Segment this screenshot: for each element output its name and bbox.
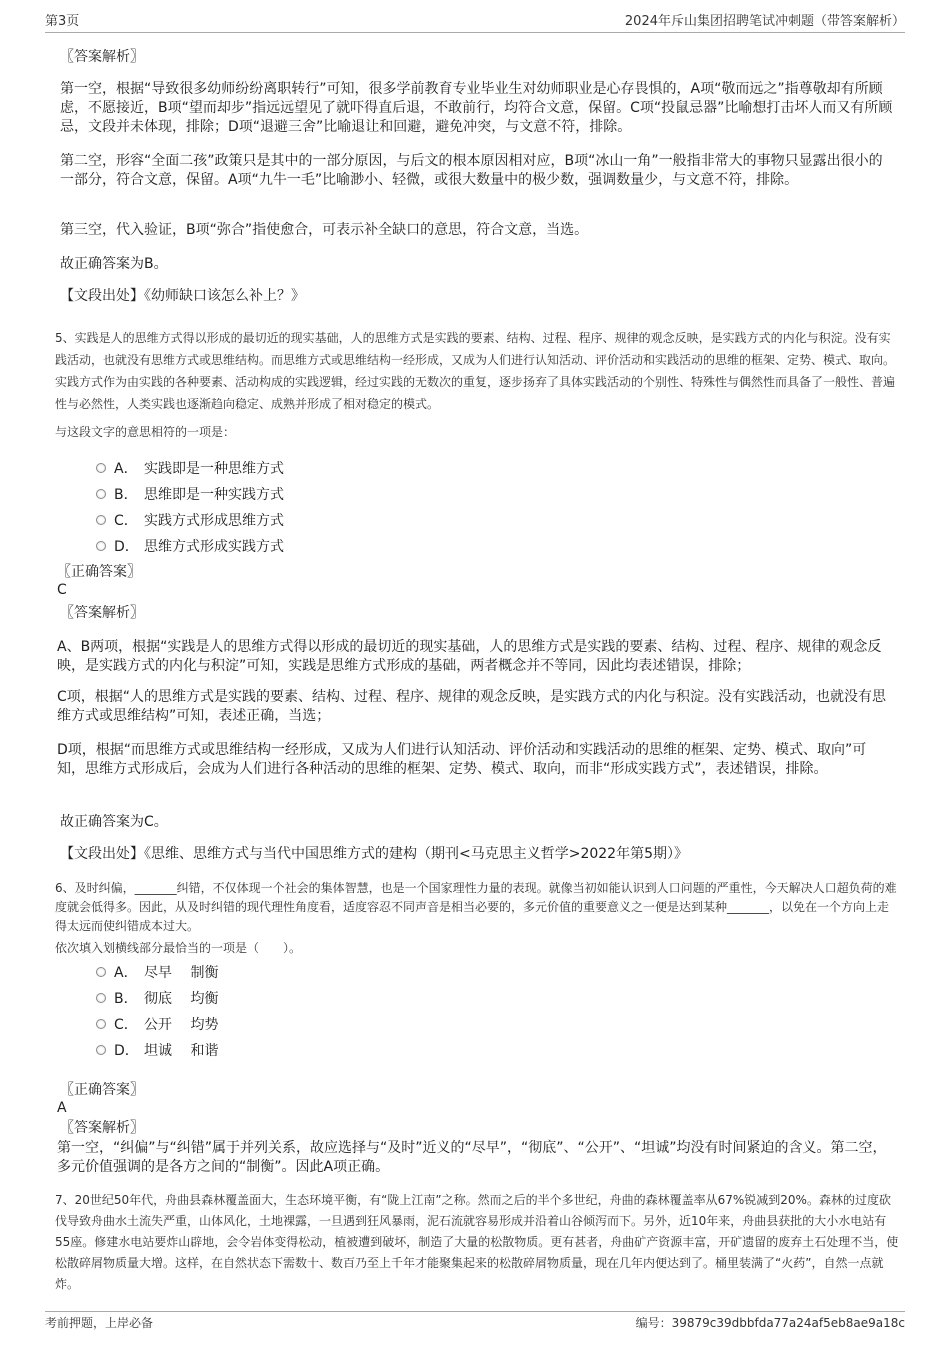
- footer-divider: [45, 1311, 905, 1312]
- option-a[interactable]: [96, 962, 218, 982]
- analysis-label: 〖答案解析〗: [60, 1120, 144, 1136]
- analysis-paragraph: 第二空，形容“全面二孩”政策只是其中的一部分原因，与后文的根本原因相对应，B项“冰山一角”一般指非常大的事物只显露出很小的一部分，符合文意，保留。A项“九牛一毛”比喻渺小、轻微，或很大数量中的极少数，强调数量少，与文意不符，排除。: [60, 153, 883, 188]
- correct-answer-label: 〖正确答案〗: [60, 1082, 144, 1098]
- option-letter: A．: [114, 965, 138, 981]
- analysis-paragraph: C项，根据“人的思维方式是实践的要素、结构、过程、程序、规律的观念反映，是实践方式的内化与积淀。没有实践活动，也就没有思维方式或思维结构”可知，表述正确，当选；: [57, 689, 887, 724]
- radio-icon[interactable]: [96, 515, 106, 525]
- question-5-prompt: 与这段文字的意思相符的一项是：: [55, 425, 236, 439]
- answer-conclusion: 故正确答案为B。: [60, 256, 168, 272]
- radio-icon[interactable]: [96, 993, 106, 1003]
- option-text: 彻底 均衡: [144, 991, 219, 1007]
- source-citation: 【文段出处】《思维、思维方式与当代中国思维方式的建构（期刊<马克思主义哲学>2022年第5期）》: [60, 846, 688, 862]
- question-6-stem: 6、及时纠偏，_______纠错，不仅体现一个社会的集体智慧，也是一个国家理性力量的表现。就像当初如能认识到人口问题的严重性，今天解决人口超负荷的难度就会低得多。因此，从及时纠错的现代理性角度看，适度容忍不同声音是相当必要的，多元价值的重要意义之一便是达到某种_______，以免在一个方向上走得太远而使纠错成本过大。: [55, 881, 897, 933]
- header-divider: [45, 32, 905, 33]
- option-text: 思维方式形成实践方式: [144, 539, 284, 555]
- radio-icon[interactable]: [96, 489, 106, 499]
- question-7-stem: 7、20世纪50年代，舟曲县森林覆盖面大，生态环境平衡，有“陇上江南”之称。然而之后的半个多世纪，舟曲的森林覆盖率从67%锐减到20%。森林的过度砍伐导致舟曲水土流失严重，山体风化，土地裸露，一旦遇到狂风暴雨，泥石流就容易形成并沿着山谷倾泻而下。另外，近10年来，舟曲县获批的大小水电站有55座。修建水电站要炸山辟地，会令岩体变得松动，植被遭到破坏，制造了大量的松散物质。更有甚者，舟曲矿产资源丰富，开矿遗留的废弃土石处理不当，使松散碎屑物质量大增。这样，在自然状态下需数十、数百乃至上千年才能聚集起来的松散碎屑物质量，现在几年内便达到了。桶里装满了“火药”，自然一点就炸。: [55, 1193, 899, 1291]
- option-a[interactable]: [96, 458, 284, 478]
- footer-slogan: 考前押题，上岸必备: [45, 1316, 154, 1330]
- correct-answer: A: [57, 1100, 67, 1116]
- option-d[interactable]: [96, 536, 284, 556]
- option-b[interactable]: [96, 988, 218, 1008]
- option-text: 思维即是一种实践方式: [144, 487, 284, 503]
- correct-answer: C: [57, 582, 67, 598]
- page-number: 第3页: [45, 14, 80, 29]
- analysis-label: 〖答案解析〗: [60, 605, 144, 621]
- option-text: 实践方式形成思维方式: [144, 513, 284, 529]
- analysis-paragraph: 第三空，代入验证，B项“弥合”指使愈合，可表示补全缺口的意思，符合文意，当选。: [60, 222, 589, 238]
- question-6-prompt: 依次填入划横线部分最恰当的一项是（ ）。: [55, 941, 302, 955]
- radio-icon[interactable]: [96, 1045, 106, 1055]
- option-text: 尽早 制衡: [144, 965, 219, 981]
- radio-icon[interactable]: [96, 463, 106, 473]
- document-title: 2024年斥山集团招聘笔试冲刺题（带答案解析）: [624, 14, 905, 29]
- option-letter: A．: [114, 461, 138, 477]
- option-letter: C．: [114, 513, 138, 529]
- option-text: 公开 均势: [144, 1017, 219, 1033]
- option-letter: B．: [114, 487, 138, 503]
- option-c[interactable]: [96, 1014, 218, 1034]
- option-d[interactable]: [96, 1040, 218, 1060]
- radio-icon[interactable]: [96, 1019, 106, 1029]
- analysis-paragraph: D项，根据“而思维方式或思维结构一经形成，又成为人们进行认知活动、评价活动和实践活动的思维的框架、定势、模式、取向”可知，思维方式形成后，会成为人们进行各种活动的思维的框架、定势、模式、取向，而非“形成实践方式”，表述错误，排除。: [57, 742, 867, 777]
- option-text: 坦诚 和谐: [144, 1043, 219, 1059]
- option-letter: C．: [114, 1017, 138, 1033]
- option-letter: D．: [114, 539, 139, 555]
- source-citation: 【文段出处】《幼师缺口该怎么补上？》: [60, 288, 305, 304]
- radio-icon[interactable]: [96, 541, 106, 551]
- analysis-paragraph: 第一空，根据“导致很多幼师纷纷离职转行”可知，很多学前教育专业毕业生对幼师职业是心存畏惧的，A项“敬而远之”指尊敬却有所顾虑，不愿接近，B项“望而却步”指远远望见了就吓得直后退，不敢前行，均符合文意，保留。C项“投鼠忌器”比喻想打击坏人而又有所顾忌，文段并未体现，排除；D项“退避三舍”比喻退让和回避，避免冲突，与文意不符，排除。: [60, 81, 893, 135]
- analysis-paragraph: A、B两项，根据“实践是人的思维方式得以形成的最切近的现实基础，人的思维方式是实践的要素、结构、过程、程序、规律的观念反映，是实践方式的内化与积淀”可知，实践是思维方式形成的基础，两者概念并不等同，因此均表述错误，排除；: [57, 639, 882, 674]
- analysis-paragraph: 第一空，“纠偏”与“纠错”属于并列关系，故应选择与“及时”近义的“尽早”，“彻底”、“公开”、“坦诚”均没有时间紧迫的含义。第二空，多元价值强调的是各方之间的“制衡”。因此A项正确。: [57, 1140, 887, 1175]
- correct-answer-label: 〖正确答案〗: [57, 564, 141, 580]
- option-letter: D．: [114, 1043, 139, 1059]
- question-5-stem: 5、实践是人的思维方式得以形成的最切近的现实基础，人的思维方式是实践的要素、结构、过程、程序、规律的观念反映，是实践方式的内化与积淀。没有实践活动，也就没有思维方式或思维结构。而思维方式或思维结构一经形成，又成为人们进行认知活动、评价活动和实践活动的思维的框架、定势、模式、取向。实践方式作为由实践的各种要素、活动构成的实践逻辑，经过实践的无数次的重复，逐步扬弃了具体实践活动的个别性、特殊性与偶然性而具备了一般性、普遍性与必然性，人类实践也逐渐趋向稳定、成熟并形成了相对稳定的模式。: [55, 331, 896, 411]
- option-letter: B．: [114, 991, 138, 1007]
- option-b[interactable]: [96, 484, 284, 504]
- option-text: 实践即是一种思维方式: [144, 461, 284, 477]
- answer-conclusion: 故正确答案为C。: [60, 814, 168, 830]
- document-id: 编号：39879c39dbbfda77a24af5eb8ae9a18c: [635, 1316, 905, 1330]
- option-c[interactable]: [96, 510, 284, 530]
- radio-icon[interactable]: [96, 967, 106, 977]
- analysis-label: 〖答案解析〗: [60, 49, 144, 65]
